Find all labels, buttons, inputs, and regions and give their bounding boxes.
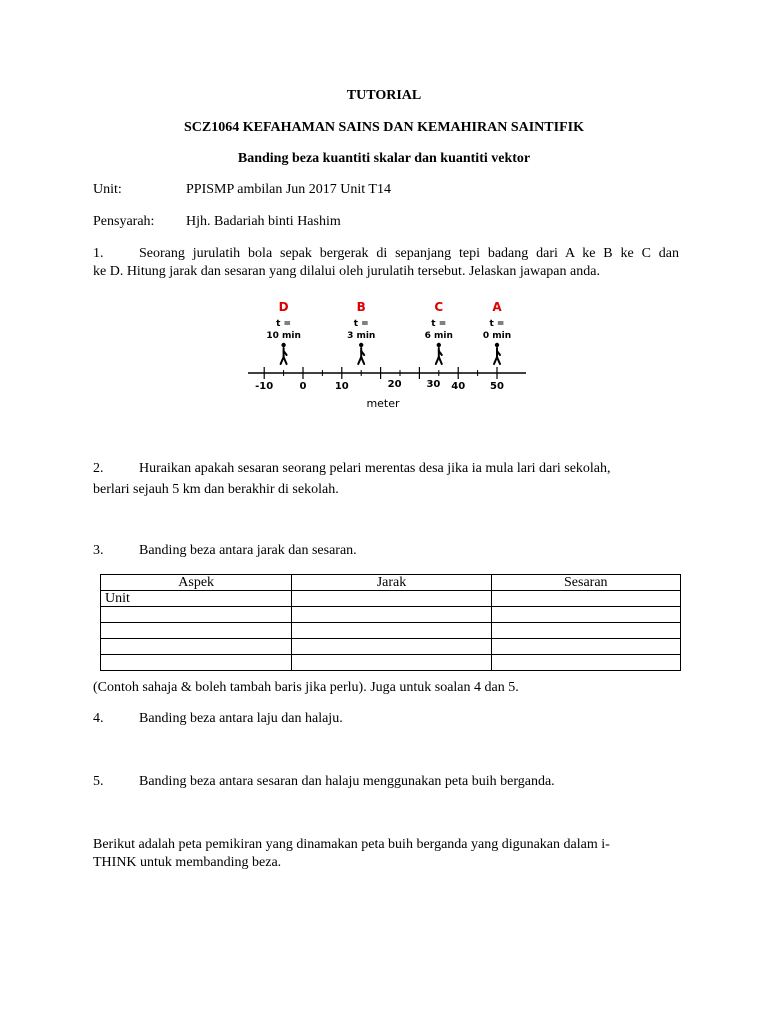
time-value: 0 min [482,331,512,341]
person-icon [436,343,442,364]
time-value: 6 min [424,331,453,341]
table-header-cell: Sesaran [491,575,680,591]
table-row [101,591,681,607]
table-cell [491,655,680,671]
lecturer-label: Pensyarah: [93,214,155,229]
q3-number: 3. [93,543,104,558]
table-note: (Contoh sahaja & boleh tambah baris jika perlu). Juga untuk soalan 4 dan 5. [93,680,519,695]
closing-text-line2: THINK untuk membanding beza. [93,855,282,870]
q3-text: Banding beza antara jarak dan sesaran. [139,543,357,558]
point-d [266,300,301,364]
q5-number: 5. [93,774,104,789]
point-label: D [278,300,289,314]
person-icon [494,343,500,364]
closing-text-line1: Berikut adalah peta pemikiran yang dinamakan peta buih berganda yang digunakan dalam i- [93,837,610,852]
point-b [347,300,375,364]
point-a [483,300,511,364]
time-label: t = [489,319,505,329]
person-leg [361,357,364,364]
axis-tick-label: 30 [426,379,441,390]
table-cell [292,639,491,655]
axis-tick-label: 20 [387,379,402,390]
q1-number: 1. [93,246,104,261]
axis-tick-label: 40 [451,381,466,392]
table-header-cell: Jarak [292,575,491,591]
course-title: SCZ1064 KEFAHAMAN SAINS DAN KEMAHIRAN SAINTIFIK [184,120,584,135]
table-row [101,639,681,655]
q2-text-line2: berlari sejauh 5 km dan berakhir di sekolah. [93,482,339,497]
q1-text-line2: ke D. Hitung jarak dan sesaran yang dilalui oleh jurulatih tersebut. Jelaskan jawapan anda. [93,264,600,279]
person-icon [358,343,364,364]
table-cell [292,655,491,671]
time-label: t = [276,319,292,329]
axis-unit-label: meter [366,397,400,410]
axis-tick-label: -10 [255,381,274,392]
unit-label: Unit: [93,182,122,197]
table-cell [491,591,680,607]
person-head [359,343,363,347]
person-head [437,343,441,347]
table-row [101,607,681,623]
number-line-diagram [240,292,540,416]
table-cell [101,639,292,655]
axis-tick-label: 50 [490,381,504,392]
time-label: t = [353,319,369,329]
point-c [425,300,453,364]
time-value: 3 min [347,331,376,341]
axis-tick-label: 0 [299,381,307,392]
time-label: t = [431,319,447,329]
table-header-row [101,575,681,591]
table-cell [491,639,680,655]
q4-number: 4. [93,711,104,726]
person-leg [439,357,442,364]
person-icon [281,343,287,364]
doc-title: TUTORIAL [346,88,422,103]
table-cell [292,623,491,639]
q2-text-line1: Huraikan apakah sesaran seorang pelari merentas desa jika ia mula lari dari sekolah, [139,461,611,476]
lecturer-value: Hjh. Badariah binti Hashim [186,214,341,229]
q1-text-line1: Seorang jurulatih bola sepak bergerak di sepanjang tepi badang dari A ke B ke C dan [139,246,679,261]
table-cell [292,591,491,607]
table-cell [491,607,680,623]
q4-text: Banding beza antara laju dan halaju. [139,711,343,726]
table-row [101,655,681,671]
table-cell [101,623,292,639]
table-row [101,623,681,639]
person-leg [284,357,287,364]
q2-number: 2. [93,461,104,476]
unit-value: PPISMP ambilan Jun 2017 Unit T14 [186,182,391,197]
table-cell: Unit [101,591,292,607]
time-value: 10 min [266,331,301,341]
table-header-cell: Aspek [101,575,292,591]
table-cell [292,607,491,623]
comparison-table [100,574,681,671]
axis-tick-label: 10 [334,381,349,392]
topic-title: Banding beza kuantiti skalar dan kuantiti vektor [237,151,531,166]
person-head [281,343,285,347]
point-label: C [434,300,444,314]
table-cell [101,607,292,623]
point-label: A [492,300,502,314]
table-cell [491,623,680,639]
point-label: B [356,300,366,314]
table-cell [101,655,292,671]
person-leg [497,357,500,364]
person-head [495,343,499,347]
q5-text: Banding beza antara sesaran dan halaju menggunakan peta buih berganda. [139,774,555,789]
